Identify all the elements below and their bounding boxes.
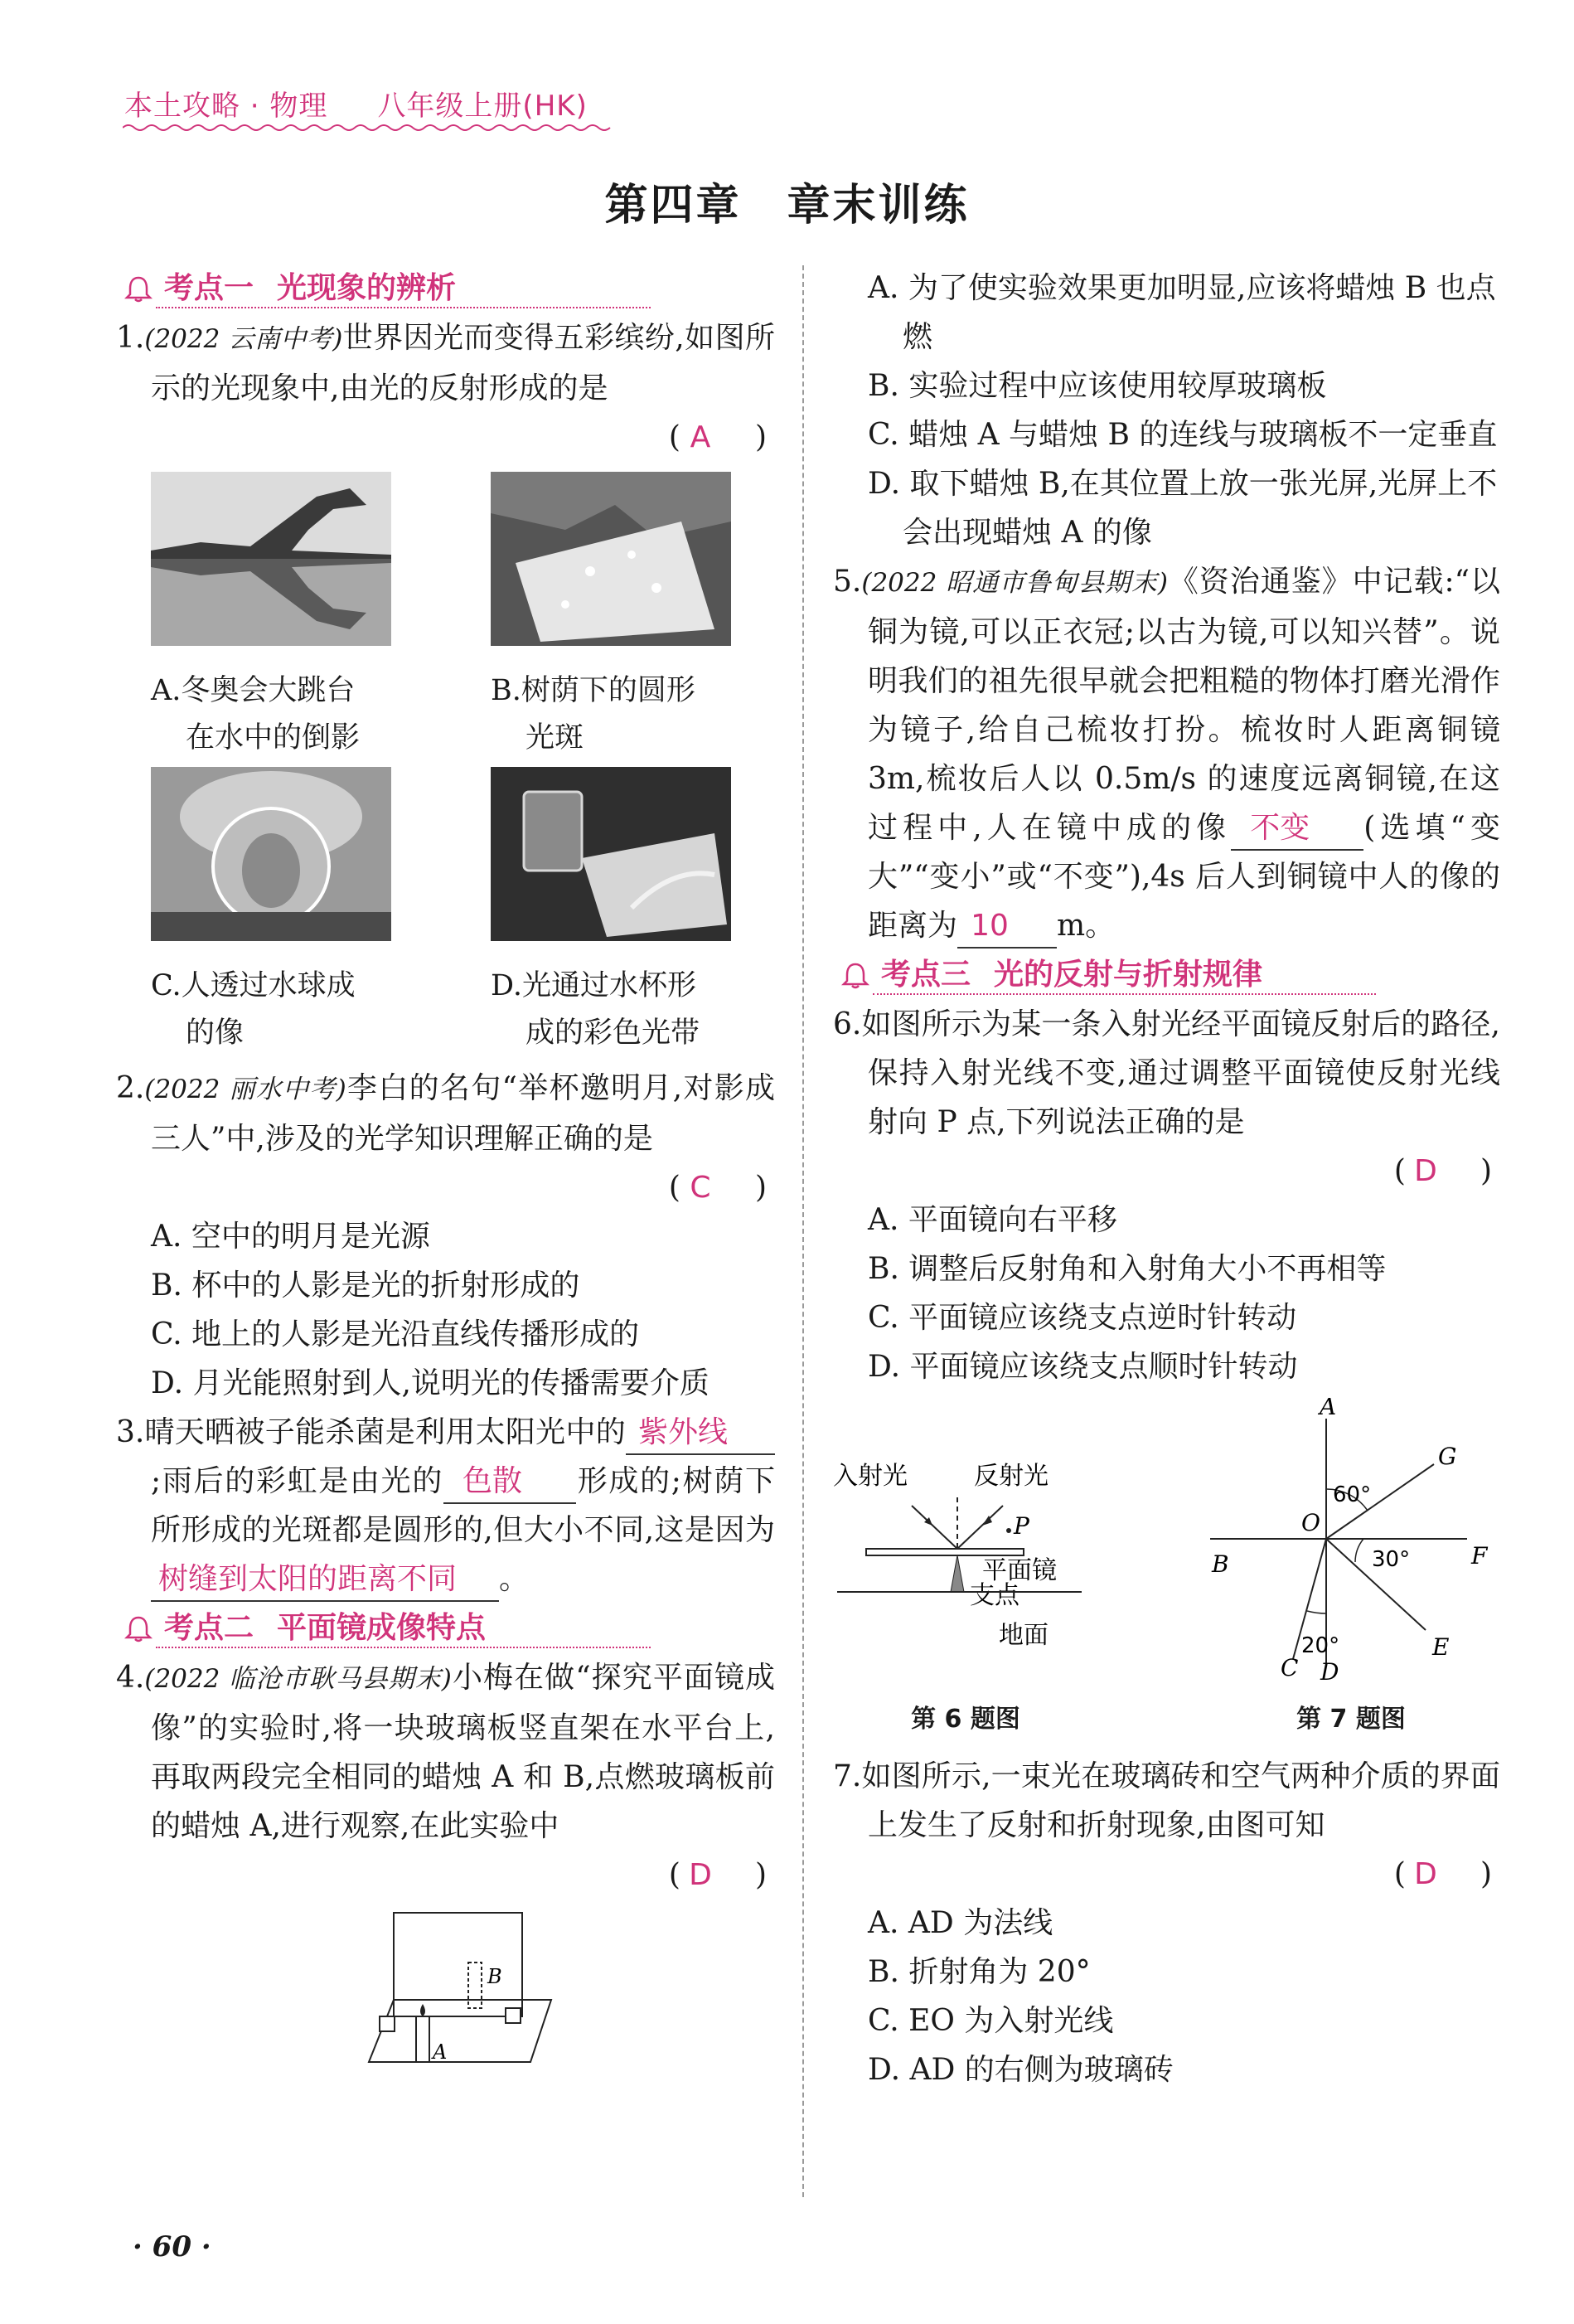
question-number: 7. <box>833 1759 862 1793</box>
option-label: B. <box>491 674 521 707</box>
refraction-diagram <box>1202 1398 1500 1680</box>
label-o: O <box>1301 1509 1320 1536</box>
answer-bracket: ( A ) <box>151 413 775 462</box>
option: B. 折射角为 20° <box>868 1955 1091 1989</box>
question-text: 晴天晒被子能杀菌是利用太阳光中的 <box>144 1415 626 1449</box>
option-label: A. <box>151 674 182 707</box>
option-card-c <box>151 767 466 1057</box>
question-text: m。 <box>1057 909 1116 943</box>
answer-mark: A <box>690 420 711 454</box>
section-name: 平面镜成像特点 <box>277 1611 487 1645</box>
mirror-reflection-diagram <box>833 1456 1098 1680</box>
option: A. AD 为法线 <box>868 1906 1053 1940</box>
question-source: (2022 云南中考) <box>144 324 343 354</box>
answer-blank: 10 <box>957 905 1057 949</box>
page-title: 第四章 章末训练 <box>604 180 970 230</box>
answer-blank: 树缝到太阳的距离不同 <box>151 1559 499 1602</box>
section-label: 考点三 <box>881 958 971 992</box>
book-header <box>124 83 588 124</box>
tree-shade-spots-photo <box>491 472 731 646</box>
question-text: 形成的;树荫下所形成的光斑都是圆形的,但大小不同,这是因为 <box>151 1464 775 1547</box>
option: D. 平面镜应该绕支点顺时针转动 <box>868 1350 1298 1384</box>
section-header-2 <box>116 1604 775 1653</box>
section-header-3 <box>833 950 1500 1000</box>
label-c: C <box>1281 1654 1299 1680</box>
label-d: D <box>1320 1658 1339 1680</box>
bell-icon <box>124 1615 153 1643</box>
question-source: (2022 昭通市鲁甸县期末) <box>861 568 1168 598</box>
q1-image-grid <box>151 472 775 1057</box>
option: D. 月光能照射到人,说明光的传播需要介质 <box>151 1366 710 1400</box>
label-pivot: 支点 <box>970 1581 1019 1610</box>
label-ground: 地面 <box>999 1621 1049 1650</box>
angle-30: 30° <box>1372 1547 1411 1572</box>
option: A. 为了使实验效果更加明显,应该将蜡烛 B 也点燃 <box>868 271 1496 354</box>
figure-7-caption: 第 7 题图 <box>1296 1705 1406 1734</box>
grade-label: 八年级上册(HK) <box>377 90 588 123</box>
figure-7 <box>1202 1398 1500 1744</box>
option-text: 冬奥会大跳台 <box>181 674 356 707</box>
option: C. EO 为入射光线 <box>868 2004 1114 2038</box>
option-text: 人透过水球成 <box>181 969 356 1002</box>
question-text: 如图所示为某一条入射光经平面镜反射后的路径,保持入射光线不变,通过调整平面镜使反射光线射向 P 点,下列说法正确的是 <box>861 1007 1500 1139</box>
question-number: 2. <box>116 1071 145 1105</box>
option: D. 取下蜡烛 B,在其位置上放一张光屏,光屏上不会出现蜡烛 A 的像 <box>868 467 1498 550</box>
label-g: G <box>1438 1443 1457 1470</box>
question-text: 。 <box>499 1562 530 1596</box>
header-wave-decoration <box>123 123 612 133</box>
option-text: 的像 <box>186 1016 245 1050</box>
question-5 <box>833 557 1500 950</box>
question-source: (2022 临沧市耿马县期末) <box>144 1664 452 1694</box>
question-text: (选填“变大”“变小”或“不变”),4s 后人到铜镜中人的像的距离为 <box>868 811 1500 943</box>
option: C. 地上的人影是光沿直线传播形成的 <box>151 1317 640 1351</box>
answer-bracket: ( D ) <box>868 1147 1500 1196</box>
question-6 <box>833 1000 1500 1196</box>
option: A. 空中的明月是光源 <box>151 1220 430 1254</box>
question-number: 5. <box>833 565 862 599</box>
answer-blank: 紫外线 <box>626 1412 775 1455</box>
option-text: 在水中的倒影 <box>186 721 361 754</box>
question-1 <box>116 313 775 462</box>
section-name: 光的反射与折射规律 <box>994 958 1263 992</box>
ski-jump-photo <box>151 472 391 646</box>
label-mirror: 平面镜 <box>982 1556 1057 1585</box>
figure-row <box>833 1398 1500 1744</box>
section-header-1 <box>116 264 775 313</box>
label-f: F <box>1471 1542 1488 1570</box>
label-p: P <box>1014 1512 1029 1540</box>
label-a: A <box>433 2040 448 2064</box>
option: C. 平面镜应该绕支点逆时针转动 <box>868 1301 1297 1335</box>
question-3 <box>116 1408 775 1604</box>
label-incident: 入射光 <box>833 1462 908 1491</box>
question-text: ;雨后的彩虹是由光的 <box>151 1464 444 1498</box>
right-column <box>833 264 1500 2094</box>
answer-mark: D <box>689 1858 712 1892</box>
question-number: 1. <box>116 321 145 355</box>
book-title: 本土攻略 · 物理 <box>124 90 328 123</box>
bell-icon <box>841 962 869 990</box>
answer-bracket: ( D ) <box>868 1850 1500 1899</box>
option-card-b <box>491 472 806 762</box>
question-text: 世界因光而变得五彩缤纷,如图所示的光现象中,由光的反射形成的是 <box>151 321 775 405</box>
section-label: 考点二 <box>164 1611 254 1645</box>
option-text: 光斑 <box>525 721 584 754</box>
section-name: 光现象的辨析 <box>277 271 457 305</box>
question-text: 《资治通鉴》中记载:“以铜为镜,可以正衣冠;以古为镜,可以知兴替”。说明我们的祖先很早就会把粗糙的物体打磨光滑作为镜子,给自己梳妆打扮。梳妆时人距离铜镜 3m,梳妆后人以 0.5m/s 的速度远离铜镜,在这过程中,人在镜中成的像 <box>868 565 1500 845</box>
option-card-d <box>491 767 806 1057</box>
question-4 <box>116 1653 775 1899</box>
question-7 <box>833 1752 1500 1899</box>
bell-icon <box>124 275 153 303</box>
option-text: 树荫下的圆形 <box>521 674 695 707</box>
question-2 <box>116 1064 775 1212</box>
option-label: C. <box>151 969 182 1002</box>
question-source: (2022 丽水中考) <box>144 1075 346 1104</box>
question-number: 3. <box>116 1415 145 1449</box>
page-number: · 60 · <box>133 2230 211 2263</box>
answer-mark: C <box>690 1171 711 1205</box>
label-b: B <box>487 1965 502 1988</box>
candle-mirror-diagram <box>365 1904 555 2070</box>
option-text: 成的彩色光带 <box>525 1016 700 1050</box>
answer-mark: D <box>1414 1857 1437 1891</box>
option: B. 杯中的人影是光的折射形成的 <box>151 1269 580 1303</box>
label-b: B <box>1212 1550 1229 1578</box>
option: A. 平面镜向右平移 <box>868 1203 1117 1237</box>
angle-60: 60° <box>1333 1482 1372 1507</box>
option: C. 蜡烛 A 与蜡烛 B 的连线与玻璃板不一定垂直 <box>868 418 1498 452</box>
question-number: 6. <box>833 1007 862 1041</box>
answer-blank: 色散 <box>443 1461 576 1504</box>
left-column <box>116 264 775 2070</box>
option-label: D. <box>491 969 522 1002</box>
label-a: A <box>1320 1398 1337 1420</box>
option: B. 实验过程中应该使用较厚玻璃板 <box>868 369 1327 403</box>
question-text: 李白的名句“举杯邀明月,对影成三人”中,涉及的光学知识理解正确的是 <box>151 1071 775 1156</box>
answer-bracket: ( C ) <box>151 1163 775 1212</box>
option: B. 调整后反射角和入射角大小不再相等 <box>868 1252 1387 1286</box>
section-label: 考点一 <box>164 271 254 305</box>
label-e: E <box>1432 1633 1450 1661</box>
answer-bracket: ( D ) <box>151 1851 775 1899</box>
figure-6 <box>833 1398 1098 1744</box>
water-ball-photo <box>151 767 391 941</box>
label-reflected: 反射光 <box>974 1462 1049 1491</box>
question-text: 小梅在做“探究平面镜成像”的实验时,将一块玻璃板竖直架在水平台上,再取两段完全相同的蜡烛 A 和 B,点燃玻璃板前的蜡烛 A,进行观察,在此实验中 <box>151 1661 776 1843</box>
angle-20: 20° <box>1301 1633 1340 1658</box>
option-text: 光通过水杯形 <box>521 969 696 1002</box>
figure-6-caption: 第 6 题图 <box>911 1705 1020 1734</box>
question-text: 如图所示,一束光在玻璃砖和空气两种介质的界面上发生了反射和折射现象,由图可知 <box>861 1759 1500 1842</box>
question-number: 4. <box>116 1661 145 1695</box>
option: D. AD 的右侧为玻璃砖 <box>868 2053 1174 2087</box>
answer-blank: 不变 <box>1231 808 1363 851</box>
option-card-a <box>151 472 466 762</box>
answer-mark: D <box>1414 1154 1437 1188</box>
water-glass-rainbow-photo <box>491 767 731 941</box>
